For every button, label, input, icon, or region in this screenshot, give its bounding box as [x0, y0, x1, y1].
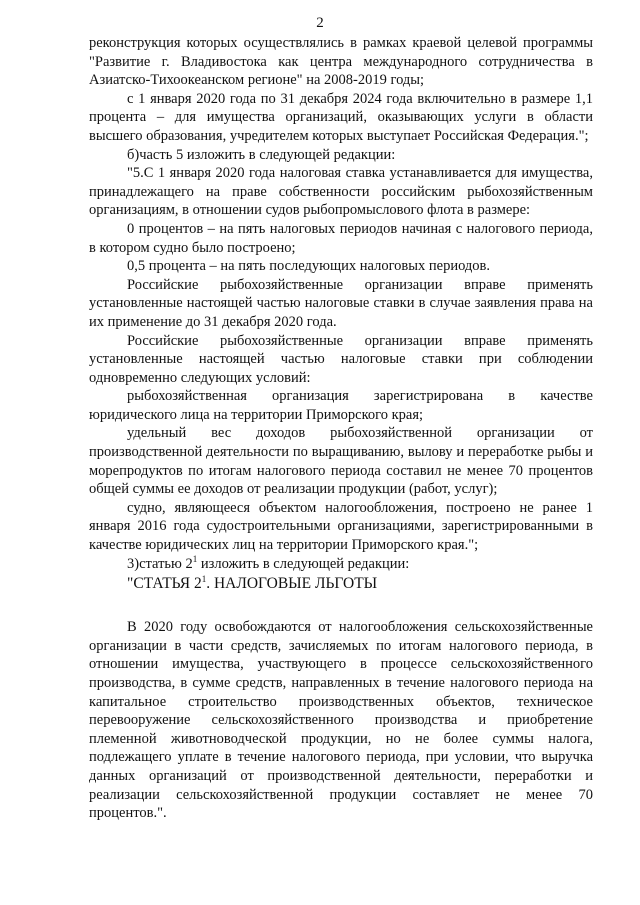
spacer: [89, 594, 593, 618]
paragraph: 0,5 процента – на пять последующих налоговых периодов.: [127, 258, 491, 275]
page-number: 2: [316, 15, 324, 31]
paragraph: рыбохозяйственная организация зарегистрирована в качестве юридического лица на территории Приморского края;: [89, 388, 593, 423]
paragraph: Российские рыбохозяйственные организации вправе применять установленные настоящей частью налоговые ставки в случае заявления права на их применение до 31 декабря 2020 года.: [89, 276, 593, 330]
paragraph: Российские рыбохозяйственные организации вправе применять установленные настоящей частью налоговые ставки при соблюдении одновременно следующих условий:: [89, 332, 593, 386]
paragraph: с 1 января 2020 года по 31 декабря 2024 года включительно в размере 1,1 процента – для имущества организаций, оказывающих услуги в области высшего образования, учредителем которых выступает Российская Федерация.";: [89, 90, 593, 144]
item-3-instruction: 3)статью $2^1$ изложить в следующей редакции:: [127, 553, 410, 572]
paragraph: 0 процентов – на пять налоговых периодов начиная с налогового периода, в котором судно было построено;: [89, 220, 593, 256]
paragraph: удельный вес доходов рыбохозяйственной организации от производственной деятельности по выращиванию, вылову и переработке рыбы и морепродуктов по итогам налогового периода составил не менее 70 процентов общей суммы ее доходов от реализации продукции (работ, услуг);: [89, 425, 593, 498]
paragraph: реконструкция которых осуществлялись в рамках краевой целевой программы "Развитие г. Владивостока как центра международного сотрудничества в Азиатско-Тихоокеанском регионе" на 2008-2019 годы;: [89, 35, 593, 89]
paragraph: "5.С 1 января 2020 года налоговая ставка устанавливается для имущества, принадлежащего на праве собственности российским рыбохозяйственным организациям, в отношении судов рыбопромыслового флота в размере:: [89, 165, 593, 219]
document-body: [89, 34, 593, 823]
paragraph: судно, являющееся объектом налогообложения, построено не ранее 1 января 2016 года судостроительными организациями, зарегистрированными в качестве юридических лиц на территории Приморского края.";: [89, 499, 593, 554]
paragraph: б)часть 5 изложить в следующей редакции:: [127, 146, 396, 163]
article-heading: "СТАТЬЯ $2^1$. НАЛОГОВЫЕ ЛЬГОТЫ: [127, 574, 378, 593]
final-paragraph: В 2020 году освобождаются от налогообложения сельскохозяйственные организации в части средств, зачисляемых по итогам налогового периода, в отношении имущества, участвующего в процессе сельскохозяйственного производства, в сумме средств, направленных в течение налогового периода на капитальное строительство производственных объектов, техническое перевооружение сельскохозяйственного производства и приобретение племенной животноводческой продукции, но не более суммы налога, подлежащего уплате в течение налогового периода, при условии, что выручка данных организаций от производственной деятельности, переработки и реализации сельскохозяйственной продукции составляет не менее 70 процентов.".: [89, 619, 593, 822]
